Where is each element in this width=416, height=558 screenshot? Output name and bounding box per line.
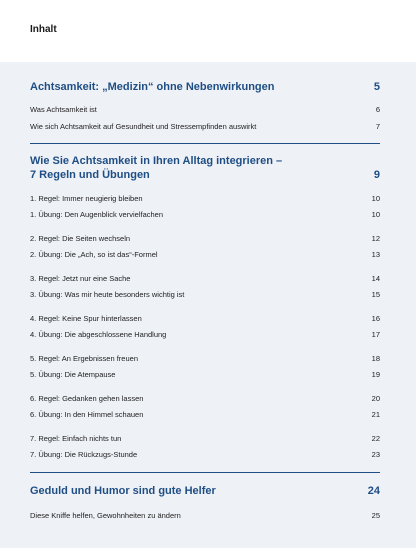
entry-page-number: 22 [371,434,380,443]
toc-entry[interactable] [30,274,380,284]
entry-page-number: 23 [371,450,380,459]
toc-entry[interactable] [30,330,380,340]
entry-title: 6. Übung: In den Himmel schauen [30,410,144,419]
entry-title: 2. Regel: Die Seiten wechseln [30,234,131,243]
toc-entry[interactable] [30,210,380,220]
entry-page-number: 25 [371,511,380,520]
entry-title: 5. Übung: Die Atempause [30,370,116,379]
toc-entry[interactable] [30,511,380,521]
entry-title: Diese Kniffe helfen, Gewohnheiten zu ändern [30,511,181,520]
entry-page-number: 13 [371,250,380,259]
toc-entry[interactable] [30,194,380,204]
page-title: Inhalt [30,24,57,35]
entry-page-number: 10 [371,194,380,203]
section-divider [30,472,380,473]
section-title: Achtsamkeit: „Medizin“ ohne Nebenwirkungen [30,81,275,93]
entry-title: 1. Regel: Immer neugierig bleiben [30,194,143,203]
entry-title: 7. Regel: Einfach nichts tun [30,434,122,443]
toc-entry[interactable] [30,370,380,380]
section-divider [30,143,380,144]
entry-title: 4. Regel: Keine Spur hinterlassen [30,314,142,323]
section-title [30,154,282,182]
entry-page-number: 14 [371,274,380,283]
entry-page-number: 12 [371,234,380,243]
toc-entry[interactable] [30,105,380,115]
entry-title: 3. Regel: Jetzt nur eine Sache [30,274,131,283]
table-of-contents [0,62,416,548]
toc-entry[interactable] [30,434,380,444]
toc-entry[interactable] [30,314,380,324]
toc-entry[interactable] [30,234,380,244]
section-page-number: 24 [367,485,380,497]
entry-page-number: 15 [371,290,380,299]
entry-title: 2. Übung: Die „Ach, so ist das“-Formel [30,250,158,259]
toc-entry[interactable] [30,450,380,460]
toc-entry[interactable] [30,290,380,300]
entry-title: 3. Übung: Was mir heute besonders wichtig ist [30,290,185,299]
section-heading[interactable] [30,80,380,94]
entry-page-number: 16 [371,314,380,323]
entry-page-number: 20 [371,394,380,403]
section-page-number: 9 [373,169,380,181]
entry-page-number: 19 [371,370,380,379]
entry-page-number: 17 [371,330,380,339]
section-title-line: Wie Sie Achtsamkeit in Ihren Alltag integrieren – [30,155,283,167]
toc-entry[interactable] [30,122,380,132]
entry-page-number: 6 [375,105,380,114]
entry-title: Wie sich Achtsamkeit auf Gesundheit und Stressempfinden auswirkt [30,122,257,131]
entry-title: 1. Übung: Den Augenblick vervielfachen [30,210,164,219]
toc-entry[interactable] [30,354,380,364]
entry-title: 7. Übung: Die Rückzugs-Stunde [30,450,138,459]
section-heading[interactable] [30,484,380,498]
entry-page-number: 7 [375,122,380,131]
toc-entry[interactable] [30,394,380,404]
toc-entry[interactable] [30,250,380,260]
entry-page-number: 10 [371,210,380,219]
section-heading[interactable] [30,154,380,182]
entry-page-number: 21 [371,410,380,419]
section-page-number: 5 [373,81,380,93]
section-title-line: 7 Regeln und Übungen [30,169,150,181]
section-title: Geduld und Humor sind gute Helfer [30,485,216,497]
entry-title: Was Achtsamkeit ist [30,105,97,114]
toc-entry[interactable] [30,410,380,420]
entry-title: 6. Regel: Gedanken gehen lassen [30,394,144,403]
entry-title: 5. Regel: An Ergebnissen freuen [30,354,138,363]
entry-title: 4. Übung: Die abgeschlossene Handlung [30,330,167,339]
entry-page-number: 18 [371,354,380,363]
